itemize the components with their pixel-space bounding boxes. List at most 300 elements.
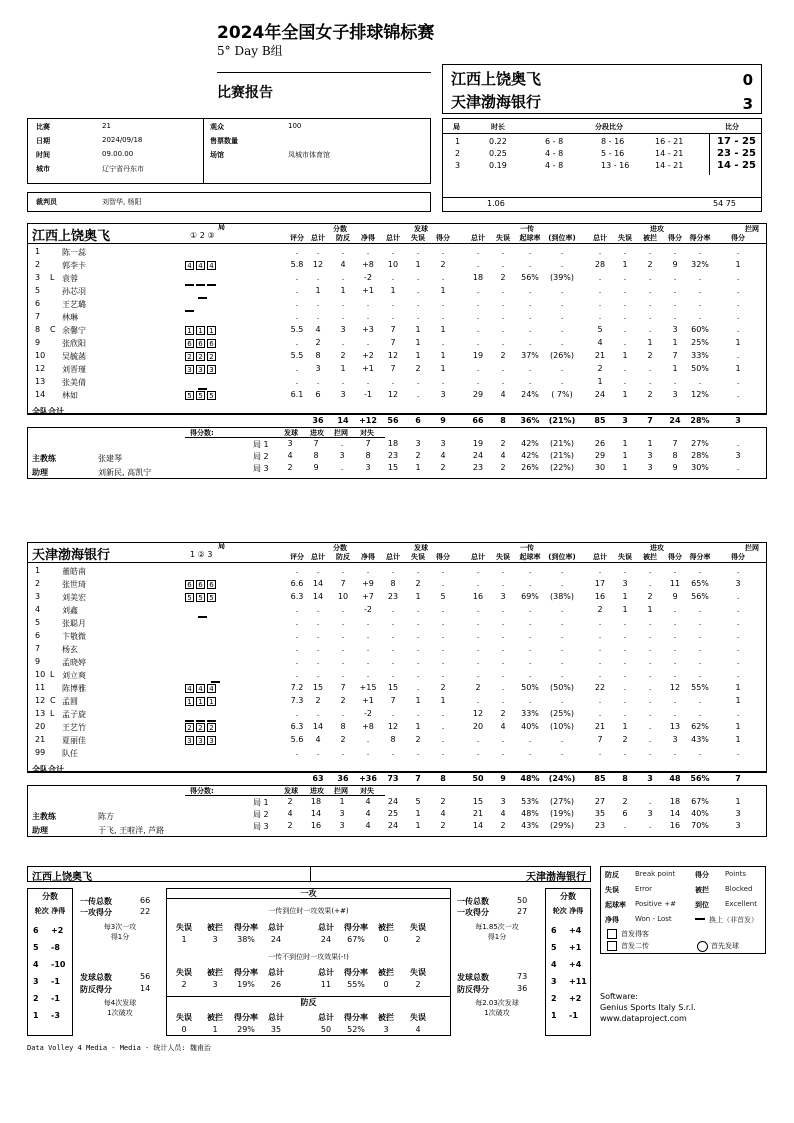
stat-cell: . <box>416 299 420 308</box>
rotation-net: +4 <box>569 926 582 935</box>
set-cell: 3 <box>647 809 653 818</box>
stat-cell: . <box>648 618 652 627</box>
stat-cell: . <box>698 644 702 653</box>
stat-cell: 2 <box>440 260 446 269</box>
stat-cell: +1 <box>362 286 374 295</box>
total-cell: 9 <box>500 774 506 783</box>
set-cell: (27%) <box>549 797 575 806</box>
coach-label: 主教练 <box>32 812 56 821</box>
total-cell: +12 <box>359 416 377 425</box>
stat-cell: . <box>698 247 702 256</box>
stat-cell: 56% <box>691 592 709 601</box>
stat-cell: 1 <box>735 722 741 731</box>
rotation-box: 6 <box>196 339 205 348</box>
stat-cell: . <box>501 670 505 679</box>
center-cell: 24 <box>270 935 282 944</box>
total-cell: 14 <box>337 416 349 425</box>
stat-cell: 65% <box>691 579 709 588</box>
stat-cell: . <box>441 722 445 731</box>
total-cell: 66 <box>472 416 484 425</box>
player-role: L <box>50 670 55 679</box>
stat-cell: . <box>391 709 395 718</box>
stat-cell: . <box>476 657 480 666</box>
stat-cell: . <box>648 748 652 757</box>
set-cell: 53% <box>521 797 539 806</box>
stat-cell: . <box>528 696 532 705</box>
col-sub: 得分率 <box>689 234 711 242</box>
center-head: 被拦 <box>207 968 223 977</box>
center-head: 被拦 <box>378 968 394 977</box>
set-cell: 16 <box>669 821 681 830</box>
set-cell: 3 <box>365 463 371 472</box>
stat-cell: 21 <box>594 351 606 360</box>
stat-note: 每4次发球 1次破攻 <box>103 999 137 1017</box>
player-name: 郭李卡 <box>62 261 86 270</box>
set-partial: 4 - 8 <box>545 149 564 158</box>
info-value: 2024/09/18 <box>102 136 143 144</box>
stat-cell: . <box>673 657 677 666</box>
stat-cell: . <box>316 709 320 718</box>
set-cell: (21%) <box>549 439 575 448</box>
footer: Data Volley 4 Media - Media - 统计人员: 魏甫治 <box>27 1044 211 1052</box>
player-number: 4 <box>35 605 41 614</box>
sideout-block: 拦网 <box>334 787 348 795</box>
stat-cell: . <box>341 566 345 575</box>
assistant-label: 助理 <box>32 468 48 477</box>
col-sub: 失误 <box>496 234 510 242</box>
software-vendor: Genius Sports Italy S.r.l. <box>600 1003 696 1012</box>
stat-cell: (25%) <box>549 709 575 718</box>
stat-cell: 1 <box>597 377 603 386</box>
stat-cell: 1 <box>415 260 421 269</box>
info-value: 辽宁省丹东市 <box>102 165 144 173</box>
stat-cell: . <box>623 631 627 640</box>
rotation-sub: 轮次 净得 <box>34 907 66 915</box>
stat-cell: . <box>698 605 702 614</box>
substitute-mark <box>211 681 220 683</box>
set-cell: 1 <box>415 809 421 818</box>
stat-cell: . <box>623 377 627 386</box>
stat-cell: . <box>501 260 505 269</box>
stat-cell: 14 <box>312 722 324 731</box>
sets-h-duration: 时长 <box>491 123 505 131</box>
rotation-box: 3 <box>185 365 194 374</box>
total-cell: 36% <box>520 416 540 425</box>
stat-cell: 7 <box>340 579 346 588</box>
player-number: 2 <box>35 260 41 269</box>
total-cell: 9 <box>440 416 446 425</box>
stat-cell: . <box>598 748 602 757</box>
stat-cell: 1 <box>440 364 446 373</box>
col-reception: 一传 <box>520 544 534 552</box>
legend-key: 被拦 <box>695 886 709 894</box>
col-sub: 起球率 <box>519 553 541 561</box>
rotation-num: 2 <box>551 994 557 1003</box>
player-name: 张美倩 <box>62 378 86 387</box>
stat-cell: . <box>476 644 480 653</box>
set-cell: 1 <box>735 797 741 806</box>
stat-cell: 12 <box>472 709 484 718</box>
stat-cell: 19 <box>472 351 484 360</box>
stat-cell: . <box>391 618 395 627</box>
set-partial: 14 - 21 <box>655 161 684 170</box>
set-cell: 2 <box>415 451 421 460</box>
player-number: 21 <box>35 735 46 744</box>
counter-title: 防反 <box>300 998 317 1007</box>
bottom-team-b: 天津渤海银行 <box>526 872 586 883</box>
player-number: 14 <box>35 390 46 399</box>
stat-cell: . <box>295 338 299 347</box>
set-cell: 3 <box>287 439 293 448</box>
stat-cell: 1 <box>440 325 446 334</box>
set-cell: (22%) <box>549 463 575 472</box>
stat-cell: -1 <box>364 390 372 399</box>
stat-cell: . <box>623 325 627 334</box>
stat-cell: . <box>441 631 445 640</box>
stat-cell: . <box>623 299 627 308</box>
stat-cell: 1 <box>415 696 421 705</box>
col-sub: 起球率 <box>519 234 541 242</box>
stat-cell: 2 <box>647 592 653 601</box>
set-cell: 18 <box>387 439 399 448</box>
player-name: 夏丽佳 <box>62 736 86 745</box>
legend-box-icon <box>607 929 617 939</box>
info-label: 观众 <box>210 123 224 131</box>
set-cell: 2 <box>440 797 446 806</box>
stat-cell: . <box>698 273 702 282</box>
stat-cell: 2 <box>597 364 603 373</box>
total-cell: 36 <box>337 774 349 783</box>
player-name: 林如 <box>62 391 78 400</box>
player-number: 2 <box>35 579 41 588</box>
info-label: 比赛 <box>36 123 50 131</box>
stat-cell: . <box>698 696 702 705</box>
stat-cell: . <box>736 657 740 666</box>
stat-cell: . <box>528 325 532 334</box>
rotation-box: 5 <box>207 391 216 400</box>
stat-cell: . <box>341 312 345 321</box>
sets-total-score: 54 75 <box>713 199 736 208</box>
player-number: 7 <box>35 644 41 653</box>
sets-table <box>442 118 762 212</box>
stat-cell: . <box>391 670 395 679</box>
set-partial: 8 - 16 <box>601 137 625 146</box>
set-cell: 7 <box>672 439 678 448</box>
set-cell: 2 <box>500 463 506 472</box>
set-cell: 4 <box>287 809 293 818</box>
stat-cell: . <box>698 312 702 321</box>
stat-cell: 7 <box>340 683 346 692</box>
stat-cell: . <box>673 247 677 256</box>
stat-cell: . <box>316 631 320 640</box>
col-sub: 失误 <box>411 234 425 242</box>
stat-cell: . <box>501 618 505 627</box>
stat-value: 36 <box>517 984 528 993</box>
neg-title: 一传不到位时一攻效果(-!) <box>268 953 349 961</box>
stat-cell: . <box>476 260 480 269</box>
set-cell: 4 <box>440 451 446 460</box>
stat-cell: . <box>623 644 627 653</box>
stat-cell: . <box>528 377 532 386</box>
stat-cell: 2 <box>340 735 346 744</box>
divider <box>27 413 767 414</box>
stat-cell: . <box>528 299 532 308</box>
stat-cell: . <box>736 670 740 679</box>
stat-cell: . <box>698 566 702 575</box>
stat-cell: . <box>528 605 532 614</box>
legend-val: Points <box>725 870 747 878</box>
stat-cell: 1 <box>415 325 421 334</box>
rotation-num: 4 <box>33 960 39 969</box>
rotation-box: 5 <box>196 391 205 400</box>
set-cell: 5 <box>415 797 421 806</box>
player-number: 5 <box>35 286 41 295</box>
sideout-serve: 发球 <box>284 787 298 795</box>
stat-cell: 12 <box>387 351 399 360</box>
stat-cell: . <box>560 644 564 653</box>
stat-cell: . <box>441 735 445 744</box>
player-name: 吴毓菡 <box>62 352 86 361</box>
stat-cell: +1 <box>362 696 374 705</box>
stat-cell: . <box>501 683 505 692</box>
rotation-title: 分数 <box>42 892 58 901</box>
player-name: 刘鑫 <box>62 606 78 615</box>
stat-cell: 12 <box>669 683 681 692</box>
col-sub: 总计 <box>311 553 325 561</box>
stat-cell: . <box>528 657 532 666</box>
stat-cell: . <box>366 247 370 256</box>
stat-cell: . <box>416 273 420 282</box>
set-partial: 13 - 16 <box>601 161 630 170</box>
stat-cell: . <box>316 605 320 614</box>
set-cell: 3 <box>339 821 345 830</box>
set-label: 局 2 <box>253 810 269 819</box>
set-cell: 28% <box>691 451 709 460</box>
set-cell: 9 <box>313 463 319 472</box>
player-sets <box>185 391 218 410</box>
substitute-mark <box>196 720 205 722</box>
stat-cell: +1 <box>362 364 374 373</box>
stat-cell: . <box>501 377 505 386</box>
col-serve: 发球 <box>414 225 428 233</box>
total-cell: 7 <box>415 774 421 783</box>
center-head: 失误 <box>176 1013 192 1022</box>
stat-cell: . <box>698 709 702 718</box>
stat-label: 一传总数 <box>80 897 112 906</box>
stat-cell: 50% <box>691 364 709 373</box>
total-label: 全队合计 <box>32 765 64 774</box>
stat-cell: +3 <box>362 325 374 334</box>
stat-cell: . <box>295 273 299 282</box>
stat-cell: . <box>295 364 299 373</box>
rotation-box: 4 <box>196 261 205 270</box>
rotation-num: 4 <box>551 960 557 969</box>
stat-cell: . <box>623 286 627 295</box>
legend-val: 首发二传 <box>621 942 649 950</box>
stat-cell: . <box>441 748 445 757</box>
stat-cell: 7 <box>390 325 396 334</box>
set-cell: (19%) <box>549 809 575 818</box>
stat-cell: . <box>560 566 564 575</box>
stat-cell: 7.3 <box>290 696 304 705</box>
stat-cell: 4 <box>315 325 321 334</box>
stat-cell: . <box>736 299 740 308</box>
stat-cell: 1 <box>315 286 321 295</box>
stat-cell: . <box>416 390 420 399</box>
stat-cell: 1 <box>622 390 628 399</box>
stat-cell: 8 <box>340 722 346 731</box>
stat-label: 防反得分 <box>457 985 489 994</box>
col-sub: 失误 <box>618 234 632 242</box>
stat-cell: . <box>316 644 320 653</box>
stat-cell: . <box>295 605 299 614</box>
rotation-box: 3 <box>207 365 216 374</box>
set-score: 14 - 25 <box>717 160 756 171</box>
stat-cell: . <box>560 735 564 744</box>
rotation-box: 1 <box>185 326 194 335</box>
info-label: 售票数量 <box>210 137 238 145</box>
stat-cell: . <box>736 644 740 653</box>
total-cell: 3 <box>622 416 628 425</box>
player-name: 林琳 <box>62 313 78 322</box>
stat-cell: . <box>673 299 677 308</box>
stat-cell: 6.6 <box>290 579 304 588</box>
divider <box>185 795 385 796</box>
stat-cell: 9 <box>672 260 678 269</box>
stat-cell: . <box>441 377 445 386</box>
stat-cell: 1 <box>735 683 741 692</box>
sideout-label: 得分数: <box>190 787 214 795</box>
stat-cell: . <box>648 312 652 321</box>
sets-h-set: 局 <box>453 123 460 131</box>
center-head: 得分率 <box>344 1013 368 1022</box>
stat-cell: . <box>501 579 505 588</box>
divider <box>185 437 385 438</box>
set-cell: 23 <box>594 821 606 830</box>
set-cell: 1 <box>622 463 628 472</box>
stat-note: 每1.85次一攻 得1分 <box>475 923 519 941</box>
sets-h-partials: 分段比分 <box>595 123 623 131</box>
stat-cell: . <box>316 748 320 757</box>
stat-cell: 24 <box>594 390 606 399</box>
rotation-net: +2 <box>569 994 582 1003</box>
stat-cell: . <box>598 312 602 321</box>
stat-cell: 2 <box>500 351 506 360</box>
stat-cell: . <box>341 618 345 627</box>
set-score: 17 - 25 <box>717 136 756 147</box>
center-title: 一攻 <box>300 889 317 898</box>
stat-cell: 37% <box>521 351 539 360</box>
set-cell: 8 <box>313 451 319 460</box>
player-role: C <box>50 325 56 334</box>
set-cell: 23 <box>472 463 484 472</box>
stat-cell: . <box>391 605 395 614</box>
stat-cell: . <box>673 644 677 653</box>
stat-cell: . <box>441 709 445 718</box>
stat-cell: . <box>391 273 395 282</box>
legend-key: 失误 <box>605 886 619 894</box>
stat-cell: 7 <box>672 351 678 360</box>
info-value: 凤城市体育馆 <box>288 151 330 159</box>
stat-cell: . <box>366 631 370 640</box>
stat-cell: 1 <box>735 338 741 347</box>
stat-cell: . <box>501 247 505 256</box>
report-title: 比赛报告 <box>217 85 273 101</box>
player-name: 刘立爽 <box>62 671 86 680</box>
center-cell: 24 <box>320 935 332 944</box>
stat-cell: . <box>698 299 702 308</box>
stat-cell: . <box>560 364 564 373</box>
center-cell: 2 <box>181 980 187 989</box>
team-name: 江西上饶奥飞 <box>32 229 111 244</box>
set-cell: . <box>340 463 344 472</box>
stat-cell: . <box>441 605 445 614</box>
center-cell: 52% <box>347 1025 365 1034</box>
center-cell: 0 <box>181 1025 187 1034</box>
referees-value: 刘智华, 杨阳 <box>102 198 142 206</box>
referees-label: 裁判员 <box>36 198 57 206</box>
player-name: 陈一蕊 <box>62 248 86 257</box>
set-label: 局 2 <box>253 452 269 461</box>
legend-val: Error <box>635 885 653 893</box>
col-sub: 得分 <box>731 553 745 561</box>
col-sub: (到位率) <box>548 553 576 561</box>
player-name: 卞敬微 <box>62 632 86 641</box>
set-cell: 30% <box>691 463 709 472</box>
player-number: 13 <box>35 377 46 386</box>
player-name: 张聪月 <box>62 619 86 628</box>
stat-cell: . <box>341 377 345 386</box>
stat-cell: 15 <box>312 683 324 692</box>
sideout-serve: 发球 <box>284 429 298 437</box>
stat-cell: . <box>598 631 602 640</box>
stat-cell: . <box>316 657 320 666</box>
stat-cell: . <box>736 273 740 282</box>
total-cell: 56 <box>387 416 399 425</box>
stat-cell: . <box>341 605 345 614</box>
center-head: 失误 <box>410 1013 426 1022</box>
stat-cell: 5.5 <box>290 351 304 360</box>
stat-cell: . <box>528 338 532 347</box>
stat-cell: . <box>476 312 480 321</box>
rotation-box: 1 <box>196 326 205 335</box>
stat-cell: 5.8 <box>290 260 304 269</box>
total-cell: 36 <box>312 416 324 425</box>
stat-cell: (38%) <box>549 592 575 601</box>
set-cell: 1 <box>415 821 421 830</box>
sideout-label: 得分数: <box>190 429 214 437</box>
rotation-box: 4 <box>185 684 194 693</box>
stat-cell: . <box>528 566 532 575</box>
stat-cell: . <box>416 377 420 386</box>
stat-cell: 2 <box>415 735 421 744</box>
stat-cell: 1 <box>415 592 421 601</box>
rotation-num: 1 <box>33 1011 39 1020</box>
stat-cell: . <box>501 325 505 334</box>
center-head: 得分率 <box>234 1013 258 1022</box>
col-sub: 总计 <box>471 553 485 561</box>
total-cell: +36 <box>359 774 377 783</box>
stat-cell: . <box>416 670 420 679</box>
substitute-mark <box>185 720 194 722</box>
set-cell: 2 <box>287 797 293 806</box>
legend-circle-icon <box>697 941 708 952</box>
rotation-box: 4 <box>196 684 205 693</box>
set-duration: 0.19 <box>489 161 507 170</box>
player-number: 6 <box>35 631 41 640</box>
set-cell: 24 <box>472 451 484 460</box>
center-head: 被拦 <box>378 923 394 932</box>
